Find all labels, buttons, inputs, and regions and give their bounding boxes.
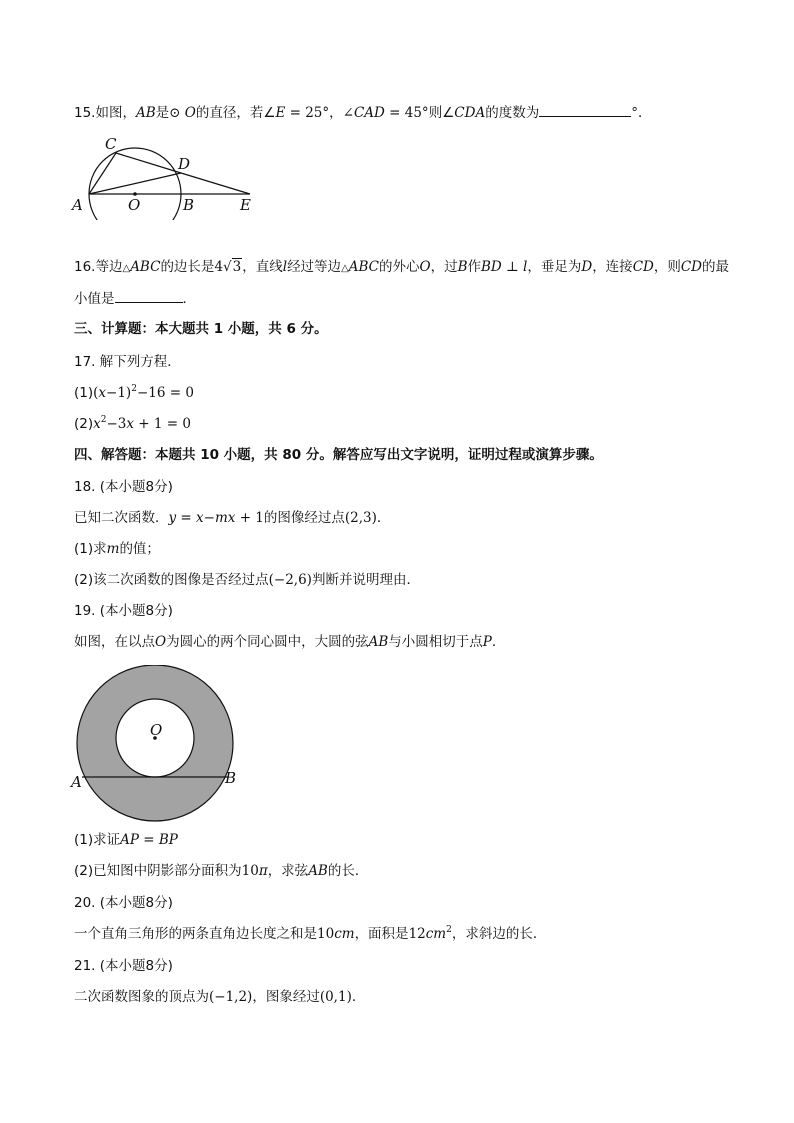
- label-o: O: [150, 721, 163, 739]
- question-19-part-1: (1)求证AP = BP: [74, 832, 178, 848]
- question-number: 15.: [74, 105, 96, 121]
- question-16: 16.等边△ABC的边长是4√3，直线l经过等边△ABC的外心O，过B作BD ⊥ l，垂足为D，连接CD，则CD的最: [74, 259, 729, 275]
- question-18-stem: 已知二次函数．y = x−mx + 1的图像经过点(2,3)．: [74, 510, 391, 526]
- question-19-stem: 如图，在以点O为圆心的两个同心圆中，大圆的弦AB与小圆相切于点P．: [74, 634, 506, 650]
- section-heading-4: 四、解答题：本题共 10 小题，共 80 分。解答应写出文字说明，证明过程或演算步骤。: [74, 447, 603, 463]
- segment-ad: [89, 173, 181, 194]
- segment-ac: [89, 153, 116, 194]
- question-number: 16.: [74, 259, 96, 275]
- question-16-line-2: 小值是 ．: [74, 288, 196, 309]
- question-18-part-1: (1)求m的值；: [74, 541, 160, 557]
- answer-blank: [115, 288, 183, 303]
- label-a: A: [72, 196, 83, 214]
- question-18-title: 18. (本小题8分): [74, 479, 173, 495]
- segment-de: [181, 173, 250, 194]
- question-21-title: 21. (本小题8分): [74, 958, 173, 974]
- circle-symbol: ⊙: [169, 105, 181, 121]
- label-a: A: [71, 773, 82, 791]
- label-o: O: [128, 196, 141, 214]
- section-heading-3: 三、计算题：本大题共 1 小题，共 6 分。: [74, 321, 328, 337]
- label-e: E: [240, 196, 251, 214]
- question-20-stem: 一个直角三角形的两条直角边长度之和是10cm，面积是$12cm^2$，求斜边的长．: [74, 925, 547, 942]
- question-15: 15.如图，AB是⊙ O的直径，若∠E = 25°，∠CAD = 45°则∠CDA的度数为 °．: [74, 102, 651, 123]
- question-19-title: 19. (本小题8分): [74, 603, 173, 619]
- question-18-part-2: (2)该二次函数的图像是否经过点(−2,6)判断并说明理由．: [74, 572, 420, 588]
- question-17-part-1: $(1)(x-1)^2-16 = 0$: [74, 384, 194, 401]
- figure-concentric-circles: [68, 665, 248, 830]
- question-17-part-2: $(2)x^2-3x + 1 = 0$: [74, 415, 191, 432]
- answer-blank: [539, 102, 631, 117]
- segment-cd: [116, 153, 181, 173]
- question-21-stem: 二次函数图象的顶点为(−1,2)，图象经过(0,1)．: [74, 989, 366, 1005]
- question-20-title: 20. (本小题8分): [74, 895, 173, 911]
- label-b: B: [183, 196, 195, 214]
- figure-circle-secant: [70, 135, 270, 220]
- question-19-part-2: (2)已知图中阴影部分面积为10π，求弦AB的长．: [74, 863, 369, 879]
- label-c: C: [105, 135, 117, 153]
- label-b: B: [225, 769, 237, 787]
- label-d: D: [178, 155, 191, 173]
- question-17-title: 17. 解下列方程．: [74, 354, 181, 370]
